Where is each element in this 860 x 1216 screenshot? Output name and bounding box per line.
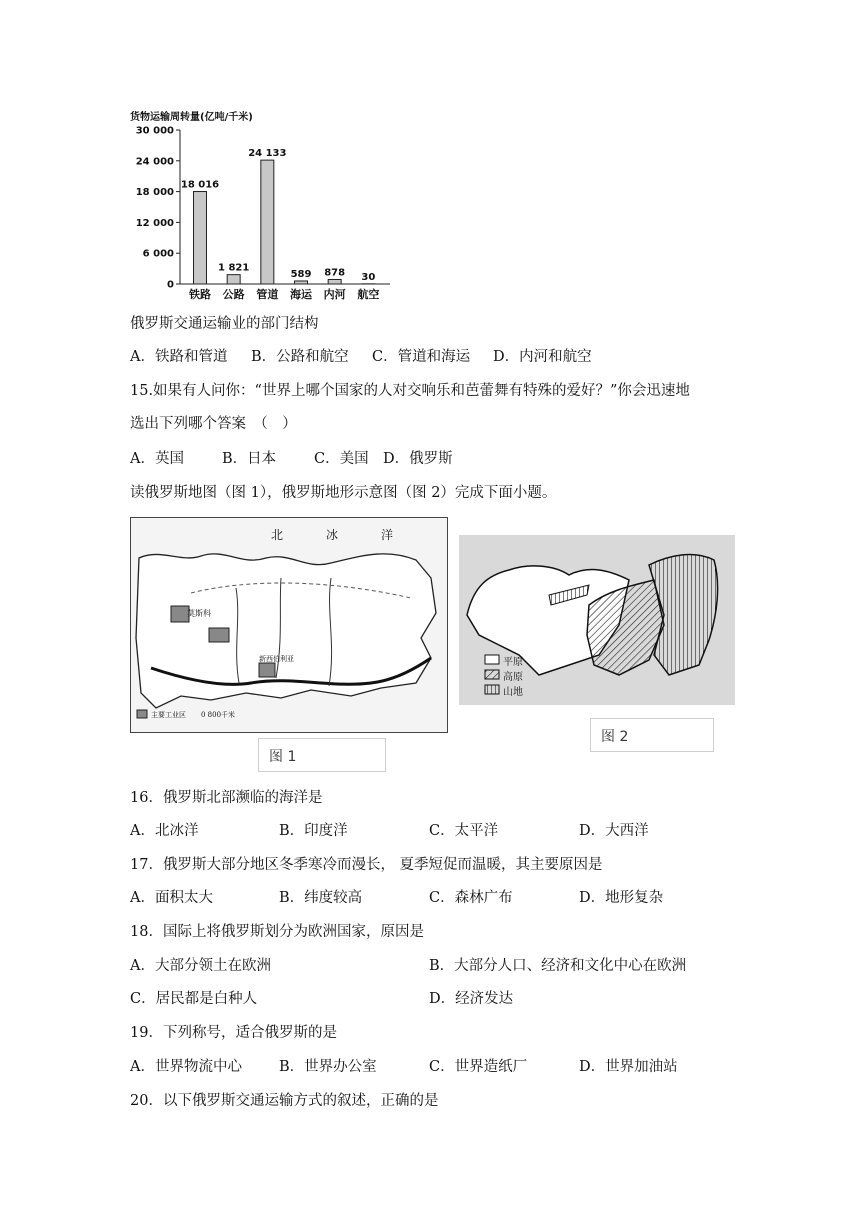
q15-option-c[interactable]: C．美国	[314, 451, 369, 467]
russia-map-svg	[131, 518, 447, 732]
terrain-legend-plateau: 高原	[503, 672, 523, 683]
x-tick-label: 管道	[256, 288, 279, 301]
bar-value-label: 18 016	[180, 179, 220, 191]
q19-option-b[interactable]: B．世界办公室	[279, 1059, 377, 1075]
bar-value-label: 30	[361, 271, 376, 283]
q18-option-d[interactable]: D．经济发达	[429, 991, 514, 1007]
bar	[261, 160, 274, 284]
x-tick-label: 航空	[357, 288, 380, 301]
map-label-north: 北	[271, 528, 284, 542]
q18-stem: 18．国际上将俄罗斯划分为欧洲国家，原因是	[130, 924, 424, 940]
x-tick-label: 内河	[323, 288, 346, 301]
q16-option-c[interactable]: C．太平洋	[429, 823, 499, 839]
q14-option-b[interactable]: B．公路和航空	[251, 349, 349, 365]
y-tick-label: 30 000	[135, 125, 174, 137]
bar	[295, 281, 308, 284]
figure2-caption: 图 2	[590, 718, 714, 752]
q14-option-d[interactable]: D．内河和航空	[493, 349, 592, 365]
q19-option-a[interactable]: A．世界物流中心	[130, 1059, 242, 1075]
q16-option-d[interactable]: D．大西洋	[579, 823, 649, 839]
q15-option-b[interactable]: B．日本	[222, 451, 277, 467]
map-legend-industrial: 主要工业区	[151, 711, 186, 719]
figure1-caption: 图 1	[258, 738, 386, 772]
y-tick-label: 0	[167, 279, 174, 291]
q14-stem-tail: 俄罗斯交通运输业的部门结构	[130, 316, 319, 332]
figure-intro: 读俄罗斯地图（图 1），俄罗斯地形示意图（图 2）完成下面小题。	[130, 485, 557, 501]
bar-value-label: 878	[324, 267, 346, 279]
q18-option-c[interactable]: C．居民都是白种人	[130, 991, 258, 1007]
map-label-novosibirsk: 新西伯利亚	[259, 655, 294, 663]
q15-option-d[interactable]: D．俄罗斯	[383, 451, 453, 467]
q15-stem-line2: 选出下列哪个答案 （ ）	[130, 416, 297, 432]
terrain-legend-mountain: 山地	[503, 687, 523, 698]
q14-option-a[interactable]: A．铁路和管道	[130, 349, 228, 365]
russia-terrain-figure	[459, 535, 735, 705]
bar	[194, 192, 207, 284]
x-tick-label: 海运	[290, 288, 312, 301]
chart-title: 货物运输周转量(亿吨/千米)	[130, 112, 253, 123]
y-tick-label: 6 000	[142, 248, 174, 260]
q16-stem: 16．俄罗斯北部濒临的海洋是	[130, 790, 323, 806]
x-tick-label: 铁路	[189, 288, 211, 301]
y-tick-label: 12 000	[135, 217, 174, 229]
terrain-map-svg	[459, 535, 735, 705]
bar-value-label: 1 821	[218, 262, 250, 274]
map-label-ocean: 洋	[381, 528, 394, 542]
q17-option-d[interactable]: D．地形复杂	[579, 890, 664, 906]
map-label-ice: 冰	[326, 528, 339, 542]
bar-value-label: 24 133	[248, 148, 287, 160]
freight-bar-chart	[128, 108, 398, 306]
q18-option-b[interactable]: B．大部分人口、经济和文化中心在欧洲	[429, 958, 687, 974]
map-label-moscow: 莫斯科	[187, 609, 211, 618]
q17-stem: 17．俄罗斯大部分地区冬季寒冷而漫长， 夏季短促而温暖，其主要原因是	[130, 857, 603, 873]
terrain-legend-plain: 平原	[503, 657, 523, 668]
q18-option-a[interactable]: A．大部分领土在欧洲	[130, 958, 271, 974]
q15-stem-line1: 15.如果有人问你：“世界上哪个国家的人对交响乐和芭蕾舞有特殊的爱好？”你会迅速地	[130, 383, 690, 399]
bar-value-label: 589	[290, 268, 312, 280]
q19-stem: 19．下列称号，适合俄罗斯的是	[130, 1025, 337, 1041]
bar	[227, 275, 240, 284]
q16-option-a[interactable]: A．北冰洋	[130, 823, 199, 839]
q16-option-b[interactable]: B．印度洋	[279, 823, 348, 839]
y-tick-label: 18 000	[135, 187, 174, 199]
x-tick-label: 公路	[222, 288, 245, 301]
chart-svg	[128, 108, 398, 306]
q19-option-c[interactable]: C．世界造纸厂	[429, 1059, 528, 1075]
q17-option-c[interactable]: C．森林广布	[429, 890, 513, 906]
y-tick-label: 24 000	[135, 156, 174, 168]
map-scale: 0 800千米	[201, 711, 236, 719]
q17-option-a[interactable]: A．面积太大	[130, 890, 213, 906]
q14-option-c[interactable]: C．管道和海运	[372, 349, 471, 365]
q19-option-d[interactable]: D．世界加油站	[579, 1059, 678, 1075]
russia-map-figure	[130, 517, 448, 733]
q15-option-a[interactable]: A．英国	[130, 451, 184, 467]
bar	[328, 279, 341, 284]
q17-option-b[interactable]: B．纬度较高	[279, 890, 363, 906]
q20-stem: 20．以下俄罗斯交通运输方式的叙述，正确的是	[130, 1093, 439, 1109]
